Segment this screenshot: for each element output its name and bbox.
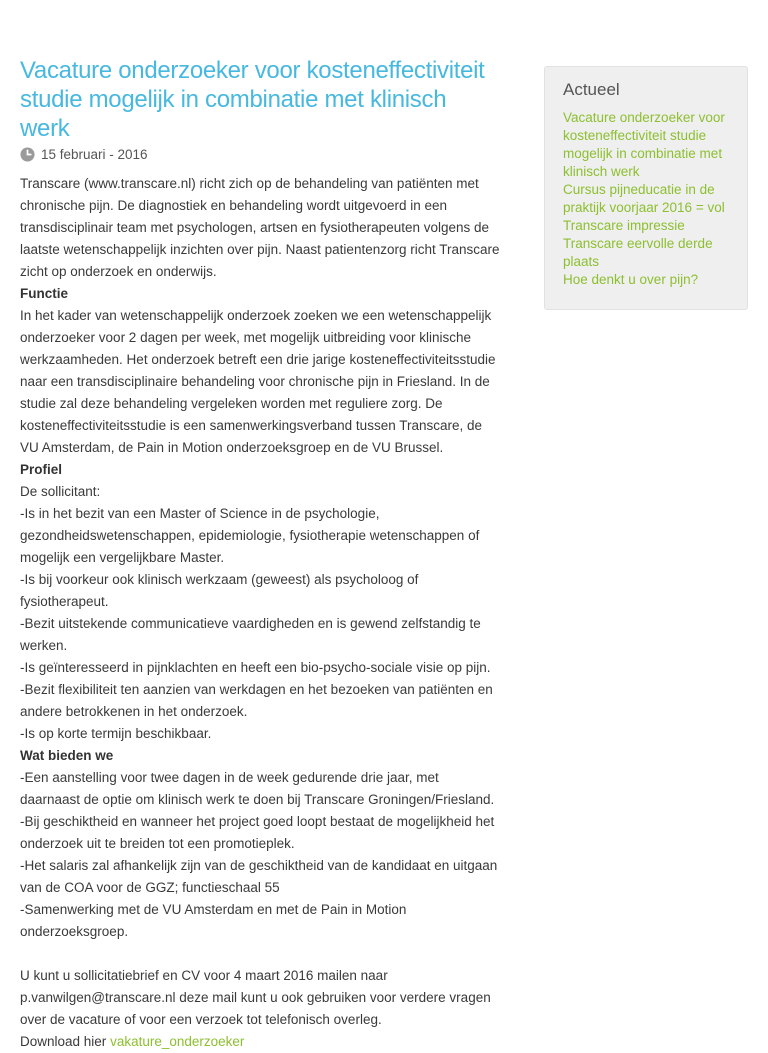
sidebar-item-derde-plaats[interactable]: Transcare eervolle derde plaats [563, 236, 713, 269]
download-label: Download hier [20, 1034, 107, 1049]
profiel-item: -Is op korte termijn beschikbaar. [20, 726, 212, 741]
profiel-item: -Is bij voorkeur ook klinisch werkzaam (geweest) als psycholoog of fysiotherapeut. [20, 572, 419, 609]
profiel-item: -Is geïnteresseerd in pijnklachten en heeft een bio-psycho-sociale visie op pijn. [20, 660, 491, 675]
article-date: 15 februari - 2016 [41, 147, 148, 162]
bieden-item: -Het salaris zal afhankelijk zijn van de geschiktheid van de kandidaat en uitgaan van de COA voor de GGZ; functieschaal 55 [20, 858, 498, 895]
bieden-item: -Een aanstelling voor twee dagen in de week gedurende drie jaar, met daarnaast de optie om klinisch werk te doen bij Transcare Groningen/Friesland. [20, 770, 495, 807]
profiel-item: -Bezit flexibiliteit ten aanzien van werkdagen en het bezoeken van patiënten en andere betrokkenen in het onderzoek. [20, 682, 493, 719]
bieden-item: -Samenwerking met de VU Amsterdam en met de Pain in Motion onderzoeksgroep. [20, 902, 407, 939]
closing-paragraph: U kunt u sollicitatiebrief en CV voor 4 maart 2016 mailen naar p.vanwilgen@transcare.nl deze mail kunt u ook gebruiken voor verdere vragen over de vacature of voor een verzoek tot telefonisch overleg. [20, 968, 491, 1027]
profiel-item: -Bezit uitstekende communicatieve vaardigheden en is gewend zelfstandig te werken. [20, 616, 481, 653]
clock-icon [20, 147, 35, 162]
profiel-heading: Profiel [20, 462, 63, 477]
sidebar-item-pijn[interactable]: Hoe denkt u over pijn? [563, 272, 699, 287]
sidebar-title: Actueel [563, 80, 620, 99]
article [20, 56, 500, 1053]
intro-paragraph: Transcare (www.transcare.nl) richt zich op de behandeling van patiënten met chronische pijn. De diagnostiek en behandeling wordt uitgevoerd in een transdisciplinair team met psychologen, artsen en fysiotherapeuten volgens de laatste wetenschappelijk inzichten over pijn. Naast patientenzorg richt Transcare zicht op onderzoek en onderwijs. [20, 176, 500, 279]
article-date-row [20, 147, 500, 162]
download-link[interactable]: vakature_onderzoeker [110, 1034, 245, 1049]
download-row [20, 1031, 500, 1053]
bieden-heading: Wat bieden we [20, 748, 114, 763]
sidebar-actueel [544, 66, 748, 310]
functie-heading: Functie [20, 286, 69, 301]
profiel-item: -Is in het bezit van een Master of Science in de psychologie, gezondheidswetenschappen, epidemiologie, fysiotherapie wetenschappen of mogelijk een vergelijkbare Master. [20, 506, 480, 565]
bieden-item: -Bij geschiktheid en wanneer het project goed loopt bestaat de mogelijkheid het onderzoek uit te breiden tot een promotieplek. [20, 814, 495, 851]
article-title: Vacature onderzoeker voor kosteneffectiviteit studie mogelijk in combinatie met klinisch werk [20, 57, 485, 142]
paragraph-spacer [20, 943, 500, 965]
sidebar-item-cursus[interactable]: Cursus pijneducatie in de praktijk voorjaar 2016 = vol [563, 182, 725, 215]
sidebar-item-vacature[interactable]: Vacature onderzoeker voor kosteneffectiviteit studie mogelijk in combinatie met klinisch werk [563, 110, 725, 179]
profiel-intro: De sollicitant: [20, 484, 101, 499]
article-body [20, 173, 500, 1053]
functie-paragraph: In het kader van wetenschappelijk onderzoek zoeken we een wetenschappelijk onderzoeker voor 2 dagen per week, met mogelijk uitbreiding voor klinische werkzaamheden. Het onderzoek betreft een drie jarige kosteneffectiviteitsstudie naar een transdisciplinaire behandeling voor chronische pijn in Friesland. In de studie zal deze behandeling vergeleken worden met reguliere zorg. De kosteneffectiviteitsstudie is een samenwerkingsverband tussen Transcare, de VU Amsterdam, de Pain in Motion onderzoeksgroep en de VU Brussel. [20, 308, 496, 455]
sidebar-item-impressie[interactable]: Transcare impressie [563, 218, 685, 233]
